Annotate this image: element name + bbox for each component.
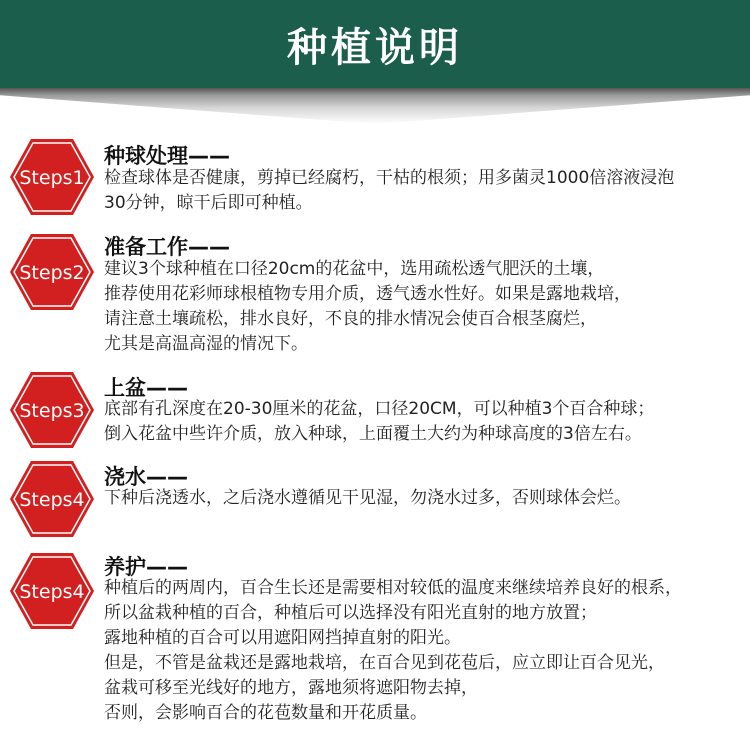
step-description-line: 否则，会影响百合的花苞数量和开花质量。 <box>104 703 427 723</box>
step-description <box>104 486 631 511</box>
step-badge <box>10 550 94 632</box>
step-description-line: 尤其是高温高湿的情况下。 <box>104 334 308 354</box>
header-shadow <box>0 88 750 124</box>
step-description-line: 建议3个球种植在口径20cm的花盆中，选用疏松透气肥沃的土壤， <box>104 259 605 279</box>
step-description-line: 下种后浇透水，之后浇水遵循见干见湿，勿浇水过多，否则球体会烂。 <box>104 488 631 508</box>
step-title: 准备工作—— <box>104 235 230 259</box>
step-description-line: 底部有孔深度在20-30厘米的花盆，口径20CM，可以种植3个百合种球； <box>104 399 655 419</box>
step-description-line: 检查球体是否健康，剪掉已经腐朽，干枯的根须；用多菌灵1000倍溶液浸泡 <box>104 168 675 188</box>
step-description-line: 露地种植的百合可以用遮阳网挡掉直射的阳光。 <box>104 628 461 648</box>
step-badge-label: Steps2 <box>19 262 85 284</box>
step-title: 上盆—— <box>104 376 188 400</box>
page-title: 种植说明 <box>287 24 463 71</box>
step-badge-label: Steps4 <box>19 581 85 603</box>
step-badge-label: Steps1 <box>19 167 85 189</box>
step-badge-label: Steps3 <box>19 400 85 422</box>
step-description <box>104 257 631 357</box>
header-banner <box>0 0 750 88</box>
step-description <box>104 166 674 216</box>
step-description-line: 倒入花盆中些许介质，放入种球，上面覆土大约为种球高度的3倍左右。 <box>104 424 642 444</box>
step-description-line: 盆栽可移至光线好的地方，露地须将遮阳物去掉， <box>104 678 478 698</box>
step-description <box>104 576 682 726</box>
step-badge-label: Steps4 <box>19 489 85 511</box>
step-description-line: 请注意土壤疏松，排水良好，不良的排水情况会使百合根茎腐烂， <box>104 309 597 329</box>
step-description-line: 但是，不管是盆栽还是露地栽培，在百合见到花苞后，应立即让百合见光， <box>104 653 665 673</box>
step-badge <box>10 231 94 313</box>
step-description-line: 所以盆栽种植的百合，种植后可以选择没有阳光直射的地方放置； <box>104 603 597 623</box>
step-title: 种球处理—— <box>104 144 230 168</box>
step-description-line: 种植后的两周内，百合生长还是需要相对较低的温度来继续培养良好的根系， <box>104 578 682 598</box>
step-description-line: 推荐使用花彩师球根植物专用介质，透气透水性好。如果是露地栽培， <box>104 284 631 304</box>
step-badge <box>10 136 94 218</box>
step-badge <box>10 369 94 451</box>
step-title: 养护—— <box>104 555 188 579</box>
step-description-line: 30分钟，晾干后即可种植。 <box>104 193 313 213</box>
step-badge <box>10 458 94 540</box>
step-description <box>104 397 654 447</box>
step-title: 浇水—— <box>104 465 188 489</box>
